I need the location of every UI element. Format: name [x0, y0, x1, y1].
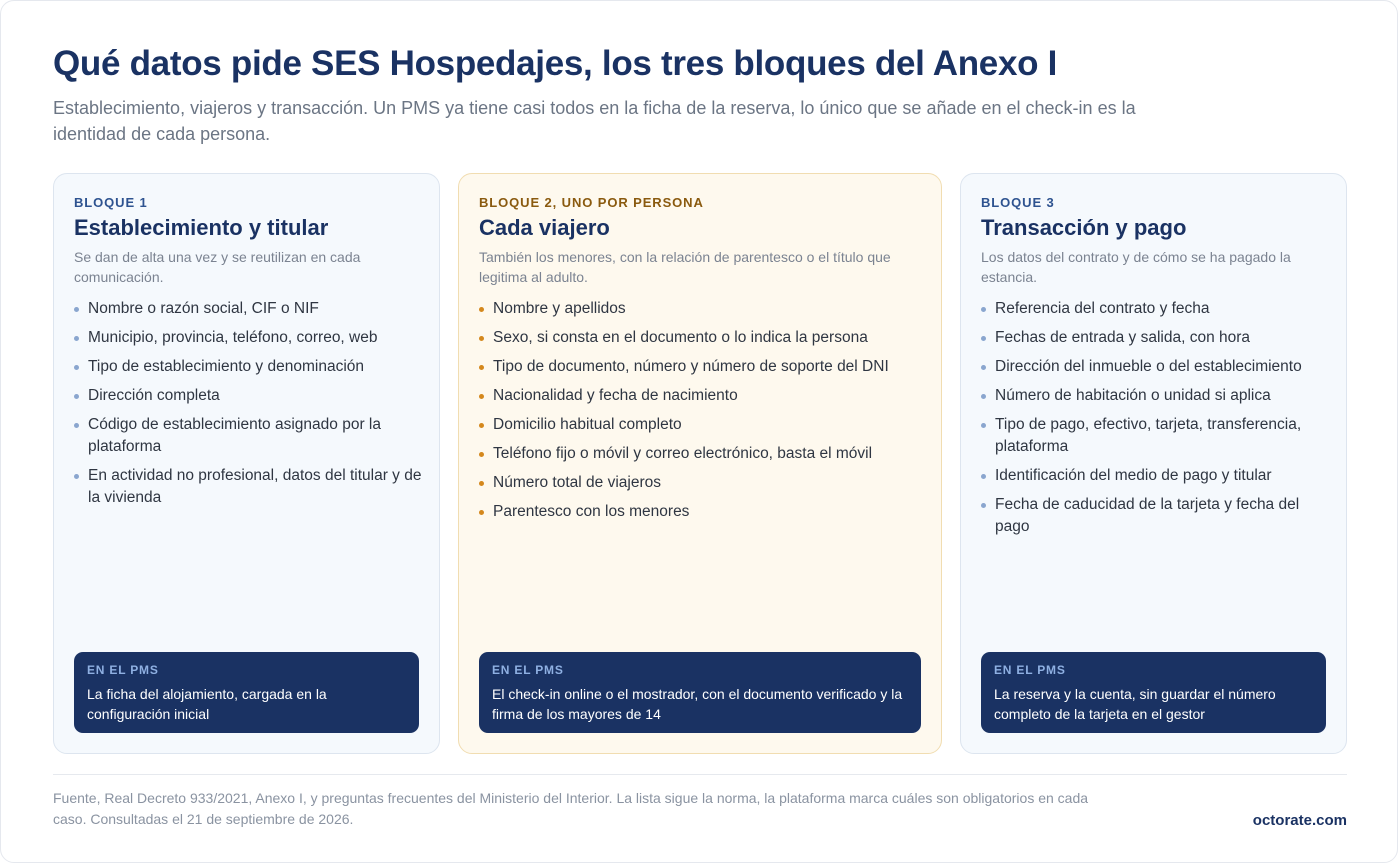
bullet-icon	[74, 307, 79, 312]
pms-box	[74, 652, 419, 733]
list-item-text: Fecha de caducidad de la tarjeta y fecha del pago	[995, 496, 1300, 535]
list-item-text: En actividad no profesional, datos del titular y de la vivienda	[88, 467, 422, 506]
bullet-icon	[479, 510, 484, 515]
list-item-text: Sexo, si consta en el documento o lo indica la persona	[493, 329, 868, 346]
list-item	[479, 385, 925, 407]
source-footnote: Fuente, Real Decreto 933/2021, Anexo I, y preguntas frecuentes del Ministerio del Interior. La lista sigue la norma, la plataforma marca cuáles son obligatorios en cada caso. Consultadas el 21 de septiembre de 2026.	[53, 790, 1089, 827]
bullet-icon	[479, 423, 484, 428]
pms-label: EN EL PMS	[87, 663, 159, 677]
bullet-icon	[74, 394, 79, 399]
pms-box	[981, 652, 1326, 733]
pms-label: EN EL PMS	[492, 663, 564, 677]
list-item	[479, 443, 925, 465]
card-description: También los menores, con la relación de parentesco o el título que legitima al adulto.	[479, 249, 891, 285]
list-item	[981, 356, 1330, 378]
bullet-icon	[479, 307, 484, 312]
pms-text: La ficha del alojamiento, cargada en la configuración inicial	[87, 686, 327, 722]
bullet-icon	[479, 336, 484, 341]
bullet-icon	[981, 394, 986, 399]
list-item-text: Nacionalidad y fecha de nacimiento	[493, 387, 738, 404]
list-item-text: Número total de viajeros	[493, 474, 661, 491]
list-item-text: Tipo de documento, número y número de soporte del DNI	[493, 358, 889, 375]
list-item	[479, 472, 925, 494]
bullet-icon	[981, 336, 986, 341]
footer-divider	[53, 774, 1347, 775]
list-item	[74, 356, 423, 378]
bullet-icon	[981, 474, 986, 479]
list-item	[479, 356, 925, 378]
card-item-list	[479, 298, 925, 530]
bullet-icon	[74, 336, 79, 341]
bullet-icon	[74, 474, 79, 479]
list-item	[74, 327, 423, 349]
list-item	[74, 385, 423, 407]
list-item	[479, 501, 925, 523]
bullet-icon	[74, 423, 79, 428]
card-bloque-2	[458, 173, 942, 754]
list-item	[981, 298, 1330, 320]
list-item	[74, 298, 423, 320]
pms-text: La reserva y la cuenta, sin guardar el número completo de la tarjeta en el gestor	[994, 686, 1276, 722]
list-item-text: Domicilio habitual completo	[493, 416, 682, 433]
list-item	[981, 385, 1330, 407]
list-item-text: Nombre o razón social, CIF o NIF	[88, 300, 319, 317]
card-bloque-1	[53, 173, 440, 754]
list-item-text: Dirección del inmueble o del establecimiento	[995, 358, 1302, 375]
list-item-text: Tipo de establecimiento y denominación	[88, 358, 365, 375]
pms-label: EN EL PMS	[994, 663, 1066, 677]
card-description: Se dan de alta una vez y se reutilizan en cada comunicación.	[74, 249, 361, 285]
list-item	[981, 414, 1330, 458]
card-title: Establecimiento y titular	[74, 215, 329, 240]
card-kicker: BLOQUE 2, UNO POR PERSONA	[479, 195, 704, 210]
bullet-icon	[479, 481, 484, 486]
list-item-text: Dirección completa	[88, 387, 220, 404]
list-item-text: Municipio, provincia, teléfono, correo, web	[88, 329, 378, 346]
list-item	[479, 327, 925, 349]
card-description: Los datos del contrato y de cómo se ha pagado la estancia.	[981, 249, 1291, 285]
list-item	[479, 414, 925, 436]
card-item-list	[981, 298, 1330, 545]
list-item-text: Nombre y apellidos	[493, 300, 626, 317]
page-title: Qué datos pide SES Hospedajes, los tres bloques del Anexo I	[53, 44, 1058, 83]
card-bloque-3	[960, 173, 1347, 754]
pms-box	[479, 652, 921, 733]
list-item-text: Referencia del contrato y fecha	[995, 300, 1210, 317]
bullet-icon	[74, 365, 79, 370]
list-item-text: Teléfono fijo o móvil y correo electrónico, basta el móvil	[493, 445, 873, 462]
list-item	[981, 494, 1330, 538]
list-item-text: Código de establecimiento asignado por la plataforma	[88, 416, 381, 455]
list-item	[74, 465, 423, 509]
bullet-icon	[981, 365, 986, 370]
list-item-text: Tipo de pago, efectivo, tarjeta, transferencia, plataforma	[995, 416, 1302, 455]
list-item	[479, 298, 925, 320]
bullet-icon	[981, 307, 986, 312]
bullet-icon	[479, 452, 484, 457]
list-item	[981, 465, 1330, 487]
list-item-text: Parentesco con los menores	[493, 503, 690, 520]
list-item-text: Número de habitación o unidad si aplica	[995, 387, 1271, 404]
card-kicker: BLOQUE 3	[981, 195, 1055, 210]
page-subtitle: Establecimiento, viajeros y transacción. Un PMS ya tiene casi todos en la ficha de la reserva, lo único que se añade en el check-in es la identidad de cada persona.	[53, 98, 1136, 144]
pms-text: El check-in online o el mostrador, con el documento verificado y la firma de los mayores de 14	[492, 686, 903, 722]
list-item-text: Fechas de entrada y salida, con hora	[995, 329, 1251, 346]
bullet-icon	[981, 423, 986, 428]
brand-link[interactable]: octorate.com	[1252, 812, 1347, 829]
list-item	[74, 414, 423, 458]
list-item-text: Identificación del medio de pago y titular	[995, 467, 1272, 484]
card-kicker: BLOQUE 1	[74, 195, 148, 210]
list-item	[981, 327, 1330, 349]
bullet-icon	[479, 365, 484, 370]
bullet-icon	[981, 503, 986, 508]
card-item-list	[74, 298, 423, 516]
bullet-icon	[479, 394, 484, 399]
card-title: Transacción y pago	[981, 215, 1187, 240]
card-title: Cada viajero	[479, 215, 610, 240]
